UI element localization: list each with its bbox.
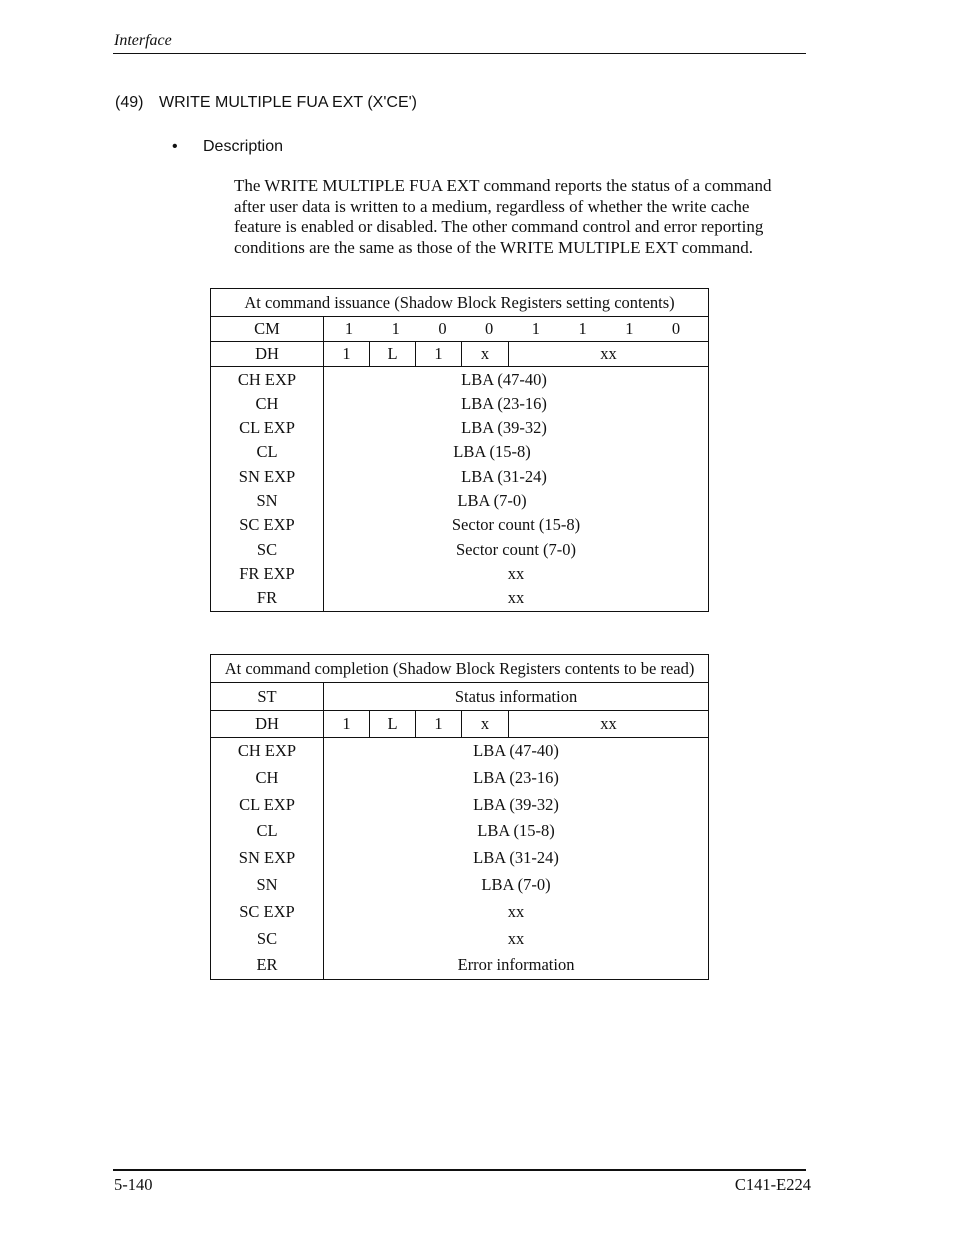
page-number: 5-140 (114, 1175, 153, 1194)
register-value: LBA (15-8) (453, 442, 531, 462)
register-values (324, 738, 709, 980)
register-label: CL (256, 442, 278, 462)
register-label-st: ST (211, 683, 324, 711)
description-paragraph (234, 176, 794, 259)
register-value: LBA (39-32) (461, 418, 547, 438)
register-value: Error information (457, 955, 575, 975)
register-value: LBA (7-0) (481, 874, 551, 894)
header-rule (113, 53, 806, 54)
description-line: feature is enabled or disabled. The other command control and error reporting (234, 217, 764, 237)
register-value: xx (507, 588, 525, 608)
cm-bit: 1 (391, 319, 400, 338)
dh-bits-rest: xx (509, 342, 709, 367)
dh-bit-6: L (370, 342, 416, 367)
register-label: SC EXP (239, 901, 295, 921)
register-labels (211, 738, 324, 980)
table-caption: At command completion (Shadow Block Registers contents to be read) (211, 655, 709, 683)
cm-bit: 1 (344, 319, 354, 338)
dh-bit-4: x (462, 711, 509, 738)
register-value: LBA (31-24) (473, 848, 559, 868)
description-line: after user data is written to a medium, regardless of whether the write cache (234, 196, 750, 216)
cm-bit: 1 (531, 319, 540, 338)
register-labels (211, 367, 324, 612)
issuance-register-table (210, 288, 709, 612)
register-label-dh: DH (211, 342, 324, 367)
cm-bit: 0 (485, 319, 494, 338)
register-label: CL EXP (239, 794, 295, 814)
register-label: SN (256, 491, 278, 510)
register-value: LBA (47-40) (473, 741, 559, 760)
section-heading (115, 94, 417, 112)
register-value: LBA (31-24) (461, 466, 547, 486)
section-number: (49) (115, 94, 144, 111)
completion-register-table (210, 654, 709, 980)
register-value: LBA (15-8) (477, 821, 555, 841)
cm-bit: 1 (578, 319, 587, 338)
register-label-cm: CM (211, 317, 324, 342)
register-label: FR EXP (239, 563, 295, 583)
cm-bits (324, 317, 709, 342)
dh-bit-6: L (370, 711, 416, 738)
section-title: WRITE MULTIPLE FUA EXT (X'CE') (159, 94, 417, 111)
dh-bit-7: 1 (324, 342, 370, 367)
register-label: FR (256, 588, 278, 608)
footer-rule (113, 1169, 806, 1171)
register-label: CL (256, 821, 278, 841)
description-line: conditions are the same as those of the WRITE MULTIPLE EXT command. (234, 238, 754, 258)
register-value: LBA (23-16) (473, 767, 559, 787)
cm-bit: 0 (438, 319, 447, 338)
dh-bit-5: 1 (416, 342, 462, 367)
register-label: CH (255, 767, 279, 787)
register-value: LBA (23-16) (461, 393, 547, 413)
bullet-icon: • (172, 138, 178, 155)
register-label: SN (256, 874, 278, 894)
cm-bit: 0 (671, 319, 681, 338)
register-label: SC (256, 539, 278, 559)
table-caption: At command issuance (Shadow Block Registers setting contents) (211, 289, 709, 317)
register-value: LBA (47-40) (461, 369, 547, 389)
register-value: Sector count (7-0) (456, 539, 577, 559)
register-value: LBA (7-0) (457, 491, 527, 510)
register-label: SN EXP (238, 848, 296, 868)
register-label: SN EXP (238, 466, 296, 486)
register-label: SC EXP (239, 515, 295, 535)
bullet-label: Description (203, 138, 284, 155)
description-line: The WRITE MULTIPLE FUA EXT command reports the status of a command (234, 176, 772, 195)
register-label: SC (256, 928, 278, 948)
dh-bits-rest: xx (509, 711, 709, 738)
register-label-dh: DH (211, 711, 324, 738)
register-label: CH EXP (237, 741, 297, 760)
register-value: LBA (39-32) (473, 794, 559, 814)
register-value: xx (507, 901, 525, 921)
cm-bit: 1 (625, 319, 634, 338)
register-value: xx (507, 928, 525, 948)
dh-bit-4: x (462, 342, 509, 367)
register-value: Sector count (15-8) (451, 515, 581, 535)
dh-bit-5: 1 (416, 711, 462, 738)
register-label: CL EXP (239, 418, 295, 438)
register-value: xx (507, 563, 525, 583)
running-header: Interface (114, 32, 172, 49)
register-label: ER (256, 955, 278, 975)
document-id: C141-E224 (734, 1175, 811, 1194)
register-label: CH (255, 393, 279, 413)
description-bullet (172, 138, 283, 156)
dh-bit-7: 1 (324, 711, 370, 738)
register-values (324, 367, 709, 612)
status-information: Status information (324, 683, 709, 711)
register-label: CH EXP (237, 369, 297, 389)
